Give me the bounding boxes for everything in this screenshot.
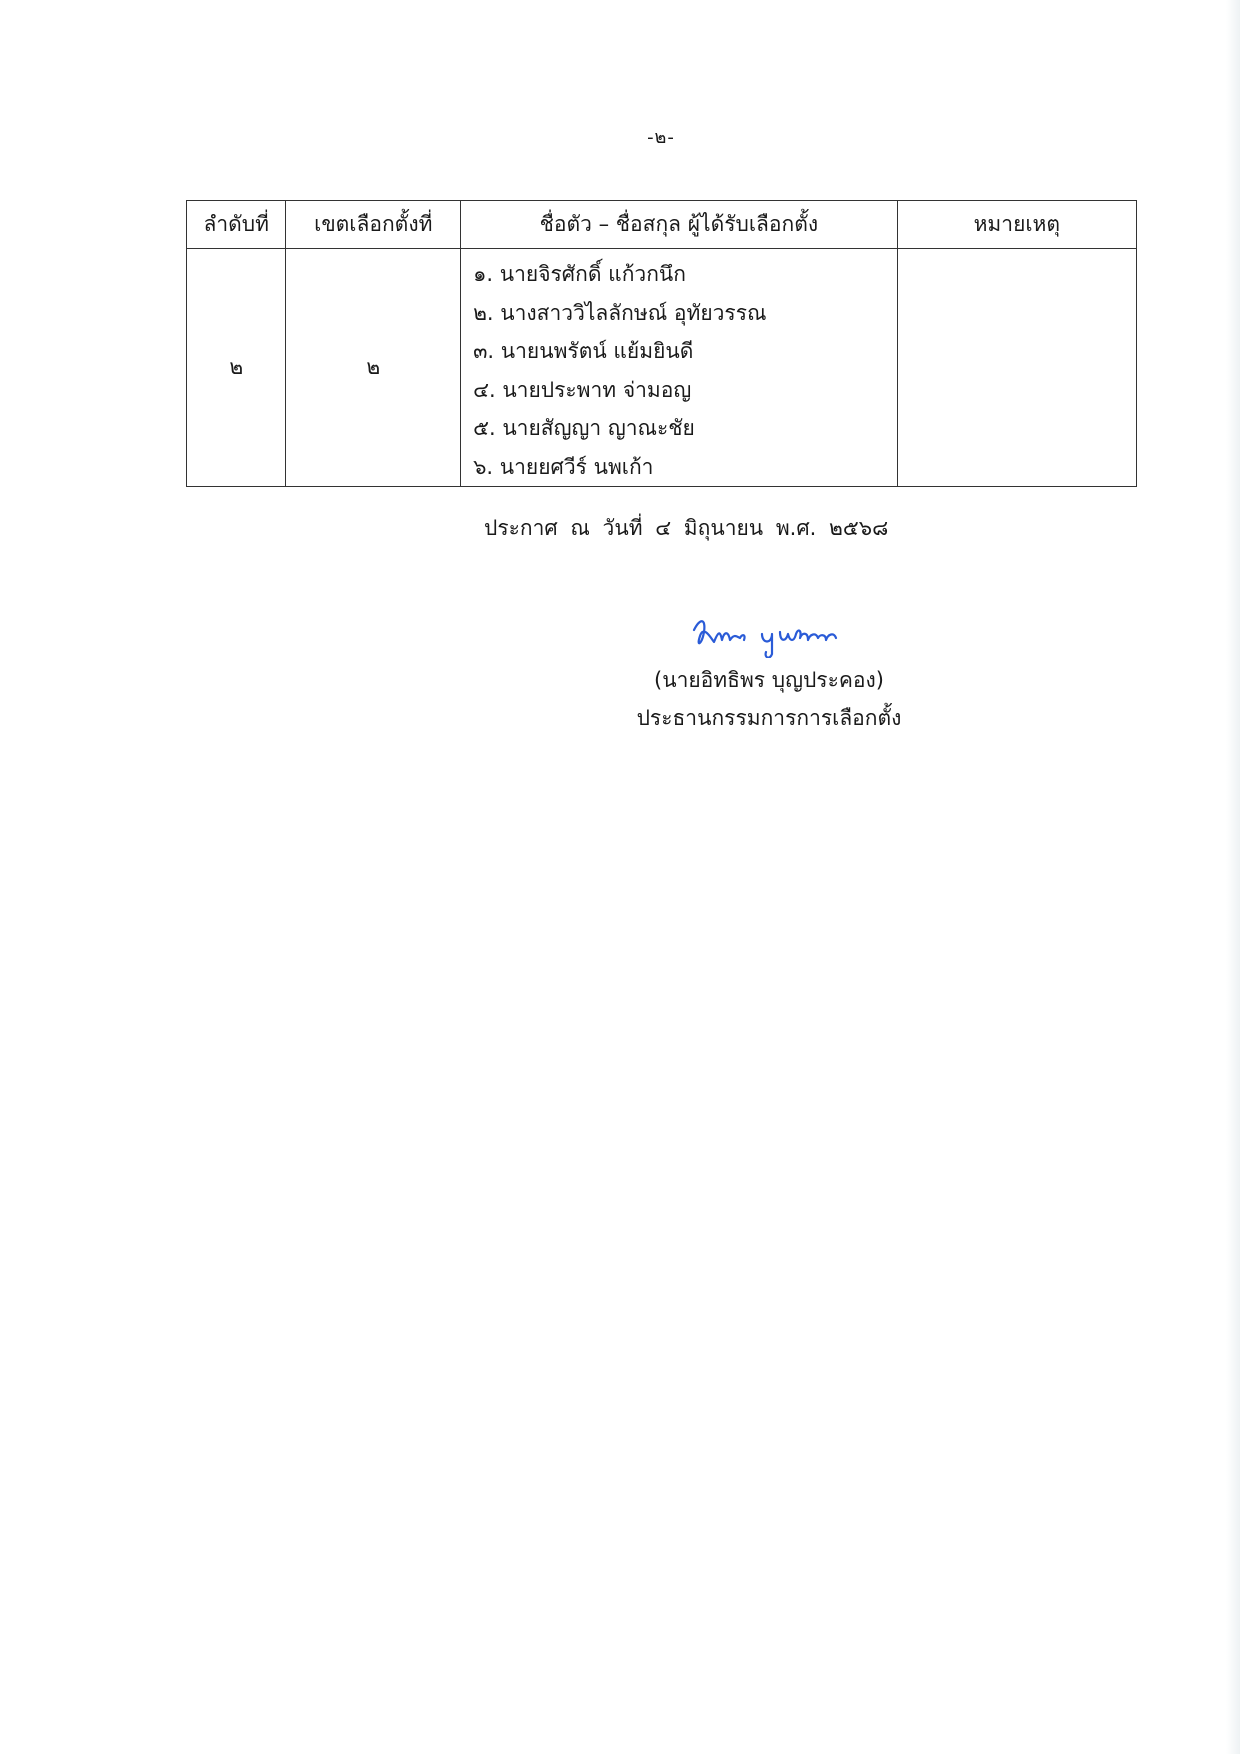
header-order: ลำดับที่ xyxy=(187,201,286,249)
cell-order: ๒ xyxy=(187,249,286,487)
list-item: ๑. นายจิรศักดิ์ แก้วกนึก xyxy=(473,262,686,286)
scan-edge-shade xyxy=(1226,0,1240,1754)
announcement-date: ประกาศ ณ วันที่ ๔ มิถุนายน พ.ศ. ๒๕๖๘ xyxy=(484,516,889,540)
list-item: ๒. นางสาววิไลลักษณ์ อุทัยวรรณ xyxy=(473,300,767,325)
table-header-row xyxy=(187,201,1137,249)
signer-name: (นายอิทธิพร บุญประคอง) xyxy=(654,668,884,692)
cell-names xyxy=(461,249,898,487)
header-remark: หมายเหตุ xyxy=(897,201,1136,249)
table-row xyxy=(187,249,1137,487)
list-item: ๔. นายประพาท จ่ามอญ xyxy=(473,377,692,402)
signer-title: ประธานกรรมการการเลือกตั้ง xyxy=(636,706,902,730)
handwritten-signature xyxy=(690,612,866,658)
list-item: ๕. นายสัญญา ญาณะชัย xyxy=(473,416,695,440)
page-number: -๒- xyxy=(647,127,675,148)
elected-candidates-table xyxy=(186,200,1137,487)
list-item: ๓. นายนพรัตน์ แย้มยินดี xyxy=(473,339,694,363)
header-district: เขตเลือกตั้งที่ xyxy=(286,201,461,249)
cell-district: ๒ xyxy=(286,249,461,487)
list-item: ๖. นายยศวีร์ นพเก้า xyxy=(473,454,654,479)
elected-names-list xyxy=(473,255,897,486)
header-names: ชื่อตัว – ชื่อสกุล ผู้ได้รับเลือกตั้ง xyxy=(461,201,898,249)
cell-remark xyxy=(897,249,1136,487)
